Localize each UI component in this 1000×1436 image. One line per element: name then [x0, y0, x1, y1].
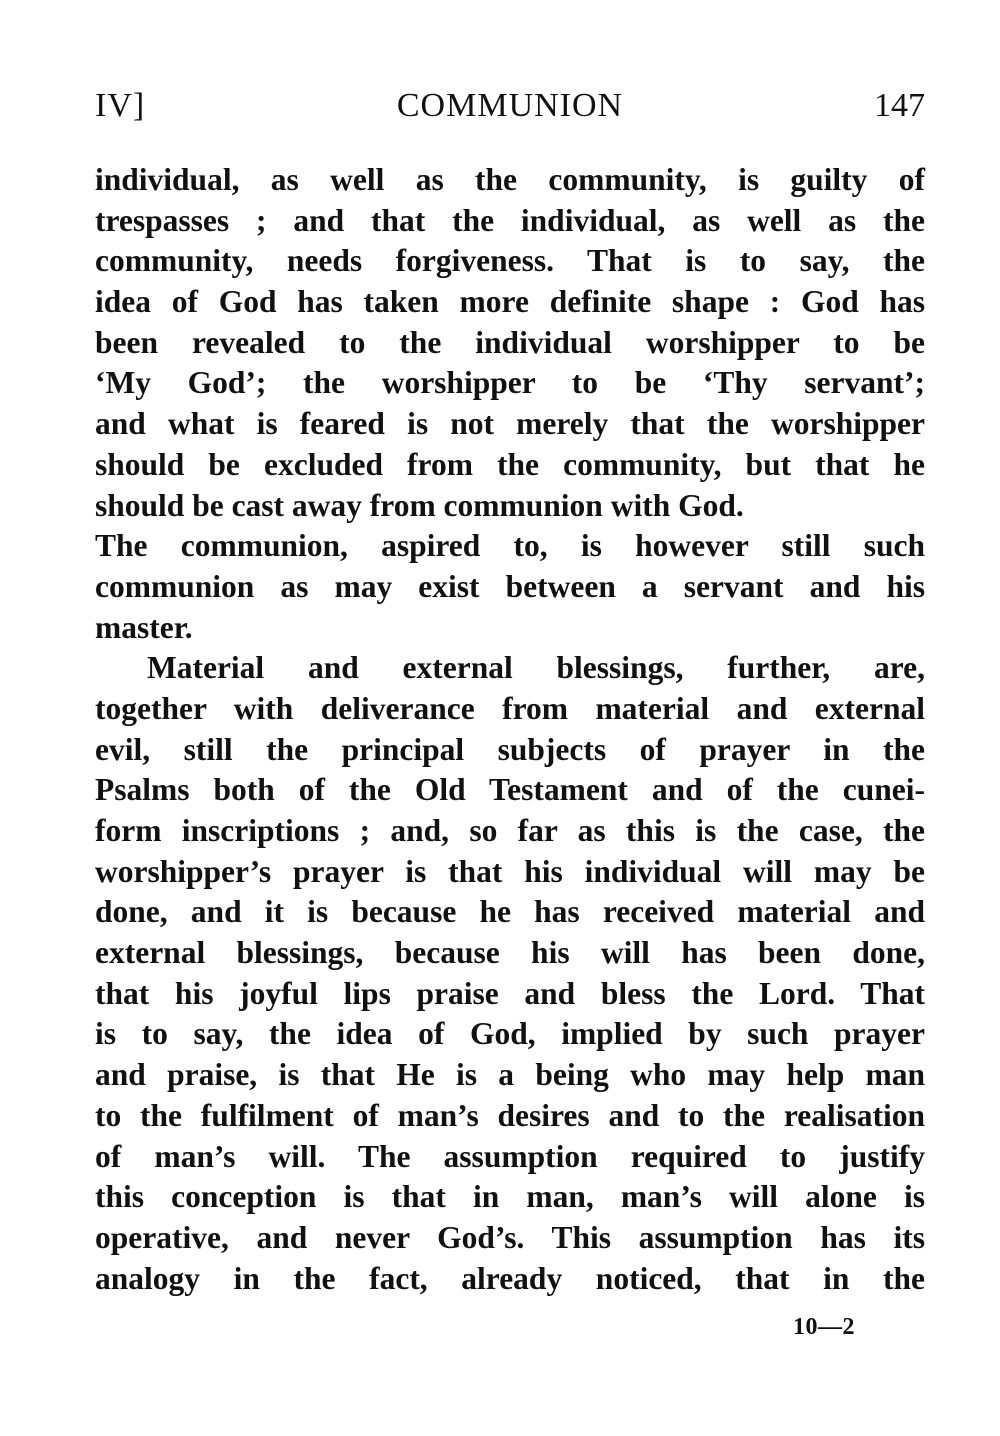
- text-line: individual, as well as the community, is guilty of: [95, 162, 925, 197]
- page-number: 147: [874, 87, 925, 124]
- text-line: and praise, is that He is a being who may help man: [95, 1057, 925, 1093]
- text-line: is to say, the idea of God, implied by such prayer: [95, 1016, 925, 1052]
- text-line: this conception is that in man, man’s will alone is: [95, 1179, 925, 1215]
- paragraph-2: [95, 648, 925, 1299]
- text-line: been revealed to the individual worshipper to be: [95, 324, 925, 360]
- text-line: idea of God has taken more definite shape : God has: [95, 284, 925, 320]
- text-line: analogy in the fact, already noticed, that in the: [95, 1260, 925, 1296]
- text-line: external blessings, because his will has been done,: [95, 935, 925, 971]
- page-body: [95, 160, 925, 1299]
- text-line: worshipper’s prayer is that his individual will may be: [95, 853, 925, 889]
- text-line: communion as may exist between a servant and his: [95, 568, 925, 604]
- running-header: [95, 84, 925, 128]
- text-line: together with deliverance from material and external: [95, 690, 925, 726]
- paragraph-1: [95, 160, 925, 648]
- chapter-number: IV]: [95, 87, 146, 124]
- text-line: form inscriptions ; and, so far as this is the case, the: [95, 813, 925, 848]
- text-line: of man’s will. The assumption required to justify: [95, 1138, 925, 1174]
- text-line: that his joyful lips praise and bless the Lord. That: [95, 975, 925, 1011]
- text-line: ‘My God’; the worshipper to be ‘Thy servant’;: [95, 365, 925, 401]
- text-line: The communion, aspired to, is however still such: [95, 528, 925, 564]
- text-line: Psalms both of the Old Testament and of the cunei-: [95, 772, 925, 808]
- text-line: trespasses ; and that the individual, as well as the: [95, 202, 925, 238]
- running-title: COMMUNION: [396, 87, 624, 124]
- text-line: should be excluded from the community, but that he: [95, 446, 925, 482]
- signature-mark: 10—2: [793, 1314, 855, 1340]
- text-line: should be cast away from communion with God.: [95, 487, 744, 523]
- text-line: Material and external blessings, further, are,: [147, 650, 925, 686]
- text-line: done, and it is because he has received material and: [95, 894, 925, 930]
- text-line: operative, and never God’s. This assumption has its: [95, 1219, 925, 1255]
- text-line: community, needs forgiveness. That is to say, the: [95, 243, 925, 279]
- text-line: master.: [95, 609, 193, 645]
- text-line: and what is feared is not merely that the worshipper: [95, 406, 925, 442]
- text-line: to the fulfilment of man’s desires and to the realisation: [95, 1097, 925, 1133]
- text-line: evil, still the principal subjects of prayer in the: [95, 731, 925, 767]
